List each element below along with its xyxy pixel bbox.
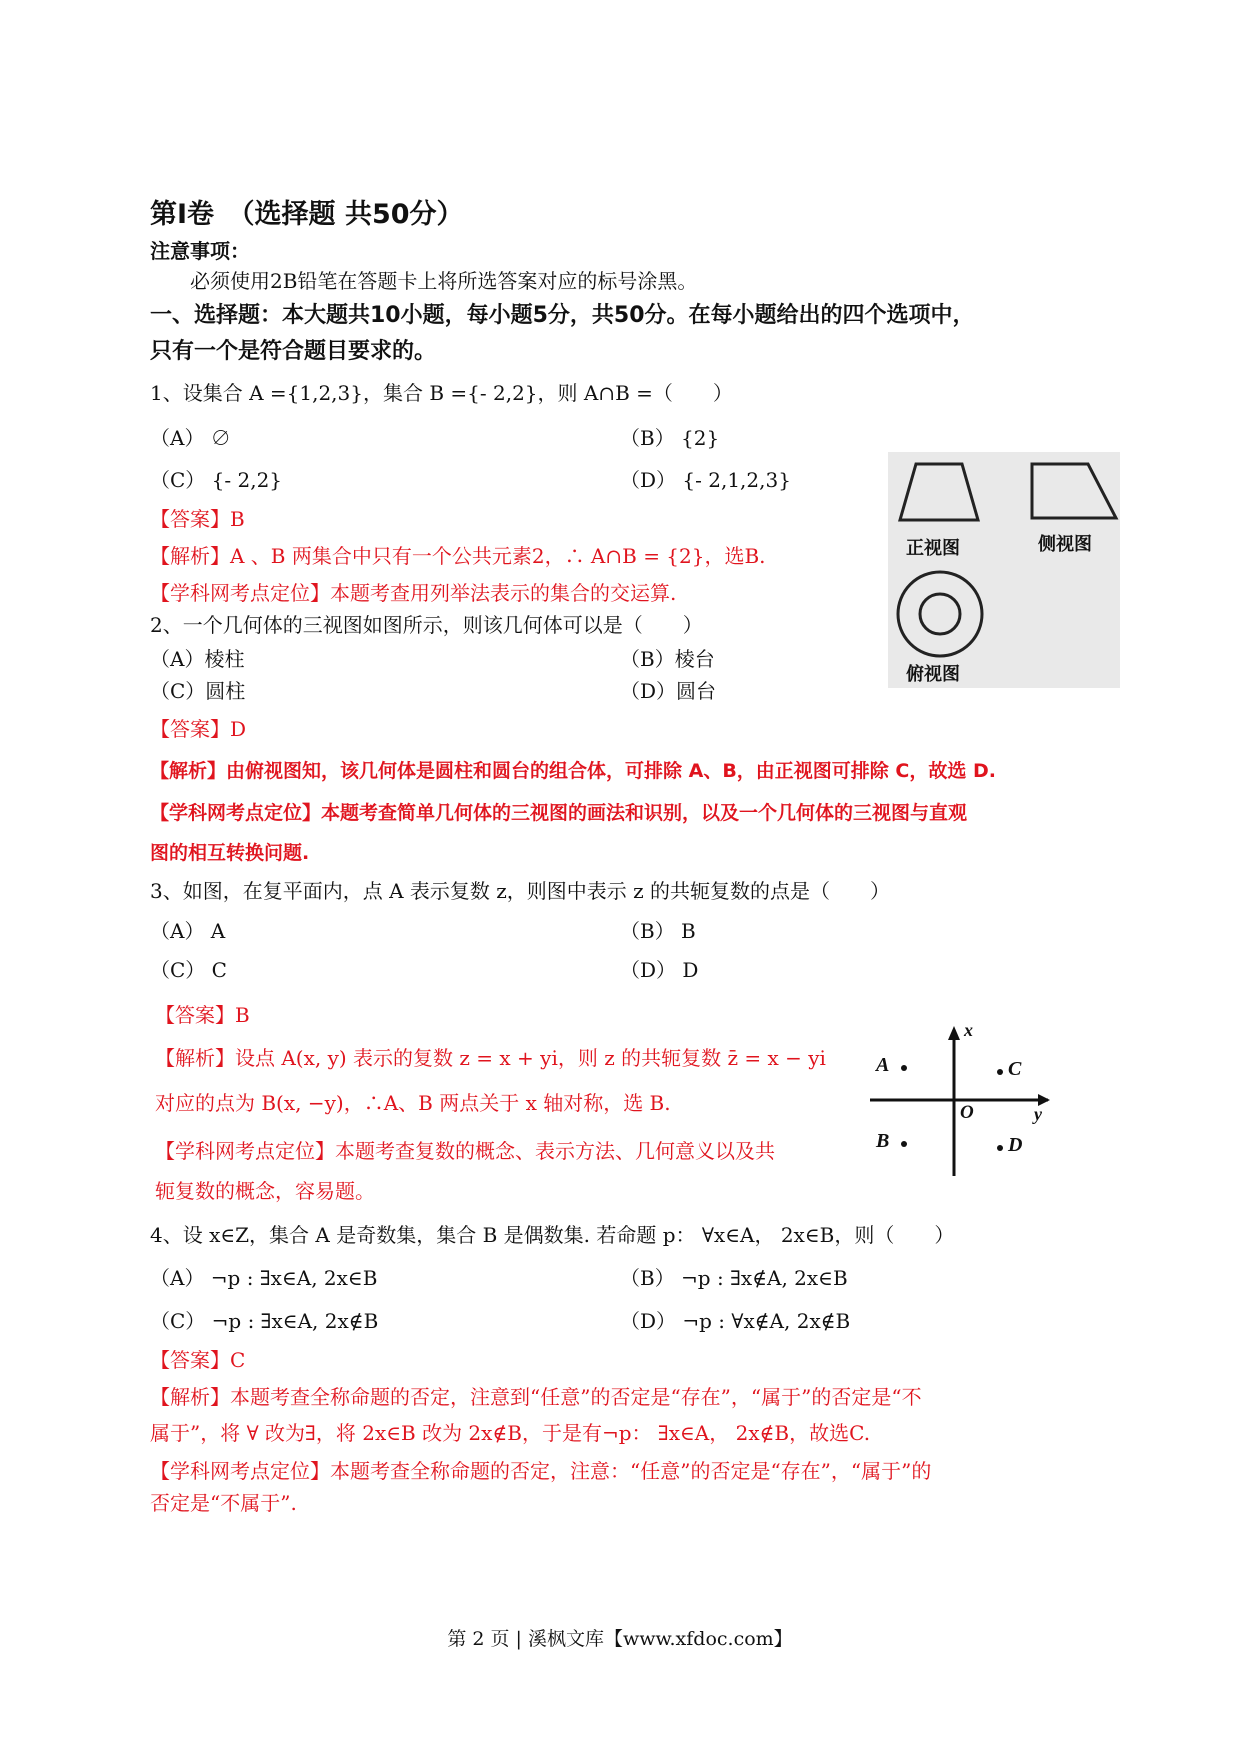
point-b-label: B	[876, 1130, 890, 1152]
q2-answer: 【答案】D	[150, 717, 247, 741]
q3-analysis-line2: 对应的点为 B(x, −y)，∴A、B 两点关于 x 轴对称，选 B.	[155, 1091, 671, 1115]
point-d-dot	[997, 1145, 1003, 1151]
q1-knowledge-point: 【学科网考点定位】本题考查用列举法表示的集合的交运算.	[150, 581, 677, 605]
page-footer: 第 2 页 | 溪枫文库【www.xfdoc.com】	[447, 1628, 793, 1650]
q3-analysis-line1: 【解析】设点 A(x, y) 表示的复数 z = x + yi，则 z 的共轭复数 z̄ = x − yi	[155, 1046, 826, 1070]
top-view-inner-circle	[920, 594, 960, 634]
point-c-label: C	[1008, 1058, 1022, 1080]
point-a-dot	[901, 1065, 907, 1071]
notice-text: 必须使用2B铅笔在答题卡上将所选答案对应的标号涂黑。	[190, 269, 698, 293]
q4-knowledge-point-line1: 【学科网考点定位】本题考查全称命题的否定，注意：“任意”的否定是“存在”，“属于”的	[150, 1459, 932, 1483]
q1-option-a: （A） ∅	[150, 426, 231, 450]
q3-stem: 3、如图，在复平面内，点 A 表示复数 z，则图中表示 z 的共轭复数的点是（ ）	[150, 879, 891, 903]
q4-option-c: （C） ¬p : ∃x∈A, 2x∉B	[150, 1309, 379, 1333]
q2-option-c: （C）圆柱	[150, 679, 246, 703]
q4-analysis-line1: 【解析】本题考查全称命题的否定，注意到“任意”的否定是“存在”，“属于”的否定是“不	[150, 1385, 922, 1409]
page-title: 第Ⅰ卷 （选择题 共50分）	[150, 199, 464, 230]
q1-analysis: 【解析】A 、B 两集合中只有一个公共元素2，∴ A∩B = {2}，选B.	[150, 544, 766, 568]
point-a-label: A	[876, 1054, 890, 1076]
q2-knowledge-point-line2: 图的相互转换问题.	[150, 842, 310, 864]
three-view-figure	[888, 452, 1120, 688]
horizontal-axis-label: y	[1034, 1104, 1042, 1124]
q2-stem: 2、一个几何体的三视图如图所示，则该几何体可以是（ ）	[150, 613, 703, 637]
complex-plane-drawing	[868, 1020, 1058, 1180]
origin-label: O	[960, 1102, 974, 1123]
q2-option-a: （A）棱柱	[150, 647, 245, 671]
q4-option-a: （A） ¬p : ∃x∈A, 2x∈B	[150, 1266, 378, 1290]
point-d-label: D	[1008, 1134, 1023, 1156]
q1-option-d: （D） {- 2,1,2,3}	[620, 468, 791, 492]
top-view-outer-circle	[898, 572, 982, 656]
q3-option-d: （D） D	[620, 958, 699, 982]
q2-analysis: 【解析】由俯视图知，该几何体是圆柱和圆台的组合体，可排除 A、B，由正视图可排除 C，故选 D.	[150, 760, 996, 782]
front-view-trapezoid	[900, 464, 978, 520]
q2-option-b: （B）棱台	[620, 647, 715, 671]
vertical-axis-arrow	[948, 1026, 960, 1040]
q3-knowledge-point-line2: 轭复数的概念，容易题。	[155, 1179, 375, 1203]
section-heading-line1: 一、选择题：本大题共10小题，每小题5分，共50分。在每小题给出的四个选项中，	[150, 303, 975, 328]
side-view-label: 侧视图	[1038, 534, 1092, 555]
q1-stem: 1、设集合 A ={1,2,3}，集合 B ={- 2,2}，则 A∩B =（ ）	[150, 381, 733, 405]
q2-knowledge-point-line1: 【学科网考点定位】本题考查简单几何体的三视图的画法和识别，以及一个几何体的三视图与直观	[150, 802, 968, 824]
section-heading-line2: 只有一个是符合题目要求的。	[150, 339, 437, 364]
q4-knowledge-point-line2: 否定是“不属于”.	[150, 1491, 297, 1515]
q4-stem: 4、设 x∈Z，集合 A 是奇数集，集合 B 是偶数集. 若命题 p： ∀x∈A， 2x∈B，则（ ）	[150, 1223, 955, 1247]
q1-option-c: （C） {- 2,2}	[150, 468, 283, 492]
top-view-label: 俯视图	[906, 664, 960, 685]
side-view-trapezoid	[1032, 464, 1116, 518]
point-c-dot	[997, 1069, 1003, 1075]
notice-label: 注意事项：	[150, 239, 250, 263]
q4-option-b: （B） ¬p : ∃x∉A, 2x∈B	[620, 1266, 848, 1290]
complex-plane-figure	[868, 1020, 1058, 1180]
q3-answer: 【答案】B	[155, 1003, 250, 1027]
q3-option-b: （B） B	[620, 919, 696, 943]
front-view-label: 正视图	[906, 538, 960, 559]
q1-option-b: （B） {2}	[620, 426, 720, 450]
q1-answer: 【答案】B	[150, 507, 245, 531]
q4-analysis-line2: 属于”，将 ∀ 改为∃，将 2x∈B 改为 2x∉B，于是有¬p： ∃x∈A， 2x∉B，故选C.	[150, 1421, 871, 1445]
q3-knowledge-point-line1: 【学科网考点定位】本题考查复数的概念、表示方法、几何意义以及共	[155, 1139, 775, 1163]
q3-option-a: （A） A	[150, 919, 226, 943]
vertical-axis-label: x	[964, 1020, 973, 1040]
q3-option-c: （C） C	[150, 958, 227, 982]
three-view-drawing	[888, 452, 1120, 688]
point-b-dot	[901, 1141, 907, 1147]
q4-option-d: （D） ¬p : ∀x∉A, 2x∉B	[620, 1309, 851, 1333]
q4-answer: 【答案】C	[150, 1348, 246, 1372]
q2-option-d: （D）圆台	[620, 679, 717, 703]
